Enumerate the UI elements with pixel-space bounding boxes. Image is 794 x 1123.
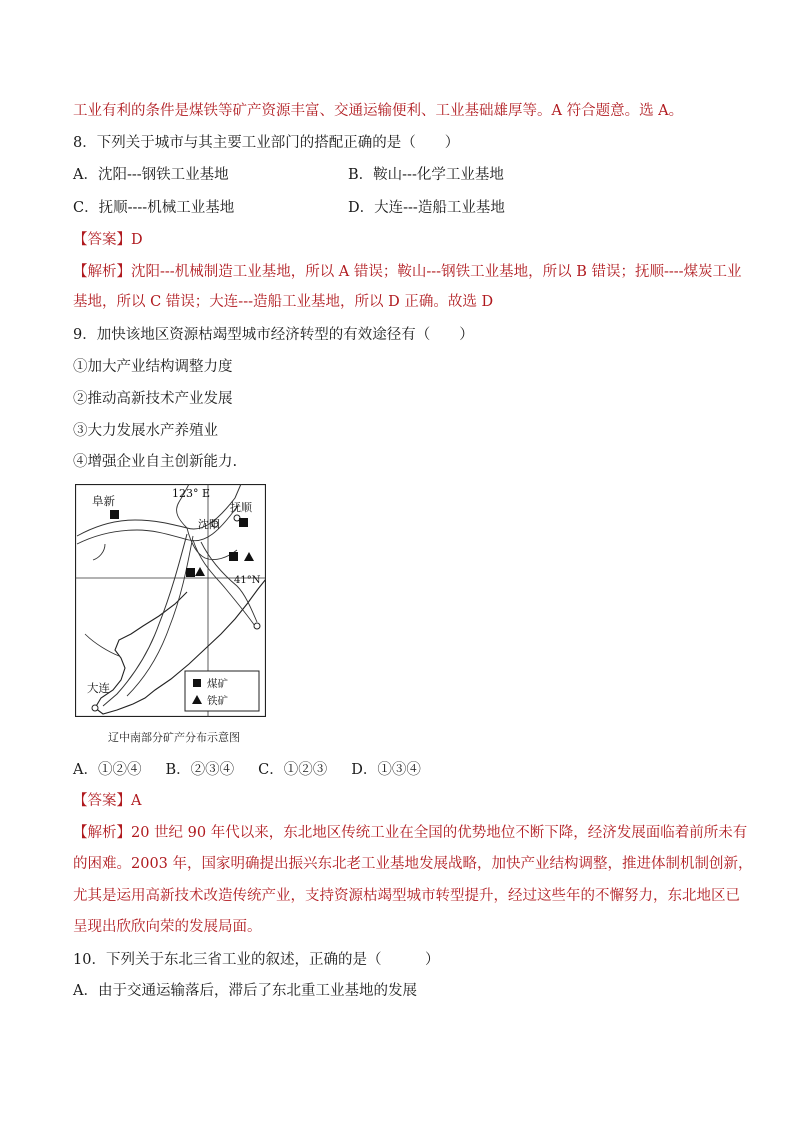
coal-mine-icon xyxy=(239,518,248,527)
city-label-fuxin: 阜新 xyxy=(92,494,115,508)
q8-option-c: C．抚顺----机械工业基地 xyxy=(73,200,235,216)
city-dot xyxy=(254,623,260,629)
longitude-label: 123° E xyxy=(172,487,211,500)
answer-value: D xyxy=(131,232,143,248)
q9-item-1: ①加大产业结构调整力度 xyxy=(73,359,233,375)
q8-option-a: A．沈阳---钢铁工业基地 xyxy=(73,167,229,183)
q9-stem: 9．加快该地区资源枯竭型城市经济转型的有效途径有（ ） xyxy=(73,327,474,343)
analysis-text: 沈阳---机械制造工业基地，所以 A 错误；鞍山---钢铁工业基地，所以 B 错误；抚顺----煤炭工业 xyxy=(131,264,742,280)
legend-coal-icon xyxy=(193,679,201,687)
answer-value: A xyxy=(131,793,142,809)
latitude-label: 41°N xyxy=(234,575,261,586)
q8-stem: 8．下列关于城市与其主要工业部门的搭配正确的是（ ） xyxy=(73,135,460,151)
q9-analysis-line-2: 的困难。2003 年，国家明确提出振兴东北老工业基地发展战略，加快产业结构调整，推进体制机制创新， xyxy=(73,856,753,872)
legend-coal-label: 煤矿 xyxy=(207,678,228,690)
q8-option-b: B．鞍山---化学工业基地 xyxy=(348,167,504,183)
answer-tag: 【答案】 xyxy=(73,232,131,248)
q9-option-c: C．①②③ xyxy=(258,762,328,778)
q9-analysis-line-4: 呈现出欣欣向荣的发展局面。 xyxy=(73,919,262,935)
q9-options xyxy=(73,760,445,780)
q9-analysis-line-1 xyxy=(73,823,747,843)
map-caption: 辽中南部分矿产分布示意图 xyxy=(108,731,240,744)
analysis-tag: 【解析】 xyxy=(73,825,131,841)
prev-analysis-text: 工业有利的条件是煤铁等矿产资源丰富、交通运输便利、工业基础雄厚等。A 符合题意。选 A。 xyxy=(73,103,684,119)
q8-answer xyxy=(73,230,143,250)
legend-iron-label: 铁矿 xyxy=(207,695,228,707)
mineral-distribution-map xyxy=(75,484,266,717)
q9-item-4: ④增强企业自主创新能力. xyxy=(73,454,238,470)
q9-item-3: ③大力发展水产养殖业 xyxy=(73,423,218,439)
q9-option-d: D．①③④ xyxy=(351,762,421,778)
answer-tag: 【答案】 xyxy=(73,793,131,809)
coal-mine-icon xyxy=(186,568,195,577)
city-label-fushun: 抚顺 xyxy=(230,501,252,514)
analysis-tag: 【解析】 xyxy=(73,264,131,280)
q8-option-d: D．大连---造船工业基地 xyxy=(348,200,505,216)
city-label-dalian: 大连 xyxy=(87,681,110,695)
q10-stem: 10．下列关于东北三省工业的叙述，正确的是（ ） xyxy=(73,952,440,968)
q8-analysis-line-1 xyxy=(73,262,742,282)
q9-option-a: A．①②④ xyxy=(73,762,142,778)
coal-mine-icon xyxy=(110,510,119,519)
q9-answer xyxy=(73,791,141,811)
q9-option-b: B．②③④ xyxy=(165,762,235,778)
city-dot xyxy=(92,705,98,711)
analysis-text: 20 世纪 90 年代以来，东北地区传统工业在全国的优势地位不断下降，经济发展面临着前所未有 xyxy=(131,825,748,841)
q10-option-a: A．由于交通运输落后，滞后了东北重工业基地的发展 xyxy=(73,983,417,999)
city-label-shenyang: 沈阳 xyxy=(198,518,220,531)
q9-item-2: ②推动高新技术产业发展 xyxy=(73,391,233,407)
coal-mine-icon xyxy=(229,552,238,561)
q8-analysis-line-2: 基地，所以 C 错误；大连---造船工业基地，所以 D 正确。故选 D xyxy=(73,294,494,310)
q9-analysis-line-3: 尤其是运用高新技术改造传统产业，支持资源枯竭型城市转型提升，经过这些年的不懈努力，东北地区已 xyxy=(73,888,740,904)
